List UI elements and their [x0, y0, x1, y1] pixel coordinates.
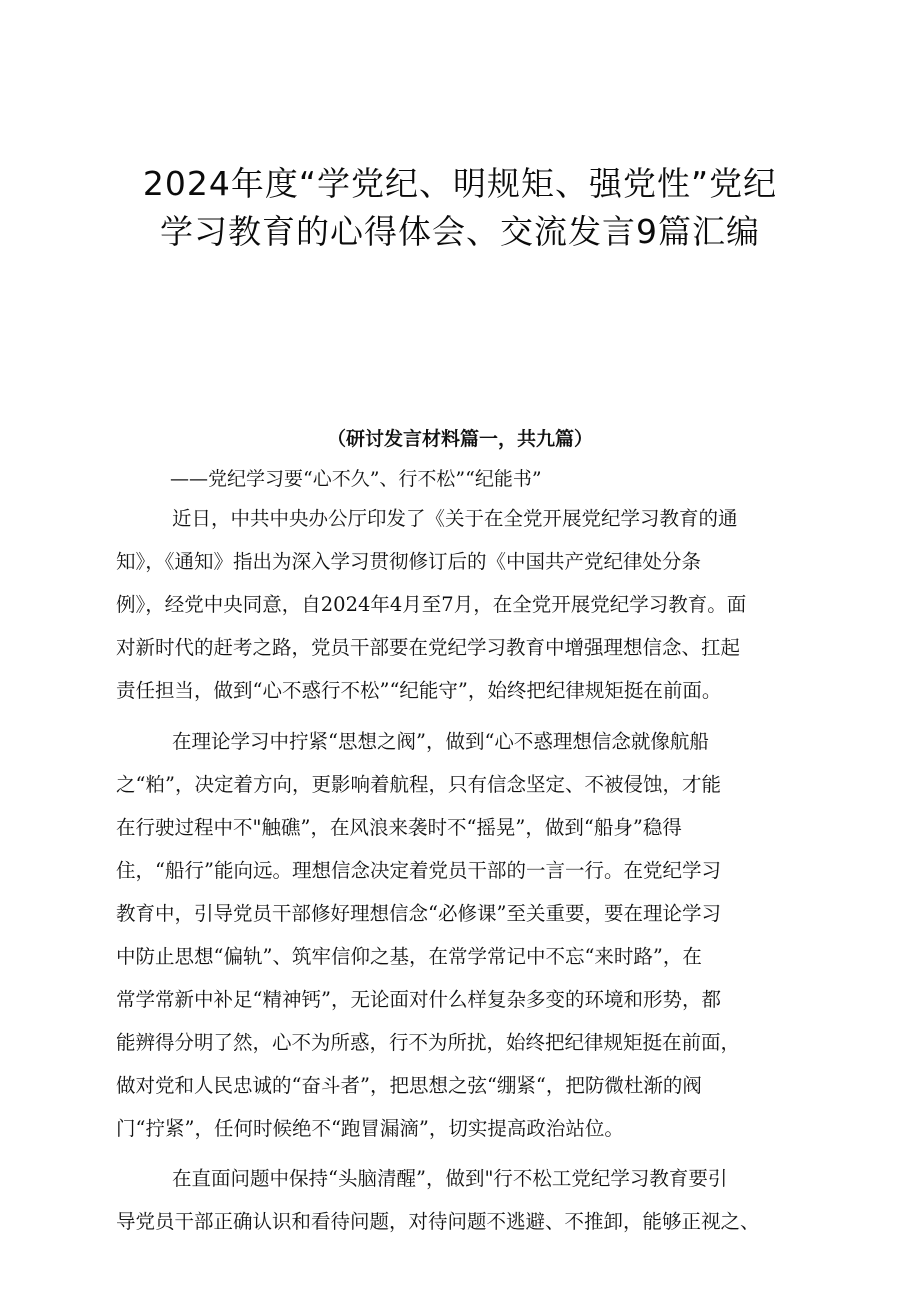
paragraph-2-line-6: 中防止思想“偏轨”、筑牢信仰之基，在常学常记中不忘“来时路”，在	[116, 945, 702, 968]
section-heading: （研讨发言材料篇一，共九篇）	[326, 428, 593, 450]
paragraph-2-line-9: 做对党和人民忠诚的“奋斗者”，把思想之弦“绷紧“，把防微杜渐的阀	[116, 1074, 702, 1097]
paragraph-2-line-5: 教育中，引导党员干部修好理想信念“必修课”至关重要，要在理论学习	[116, 902, 721, 925]
paragraph-3-line-1: 在直面问题中保持“头脑清醒”，做到"行不松工党纪学习教育要引	[172, 1167, 728, 1190]
paragraph-1-line-2: 知》，《通知》指出为深入学习贯彻修订后的《中国共产党纪律处分条	[116, 550, 702, 573]
paragraph-2-line-4: 住，“船行”能向远。理想信念决定着党员干部的一言一行。在党纪学习	[116, 859, 721, 882]
paragraph-2-line-1: 在理论学习中拧紧“思想之阀”，做到“心不惑理想信念就像航船	[172, 730, 709, 753]
paragraph-2-line-3: 在行驶过程中不"触礁”，在风浪来袭时不“摇晃”，做到“船身”稳得	[116, 816, 682, 839]
paragraph-1-line-3: 例》，经党中央同意，自2024年4月至7月，在全党开展党纪学习教育。面	[116, 593, 747, 616]
paragraph-3-line-2: 导党员干部正确认识和看待问题，对待问题不逃避、不推卸，能够正视之、	[116, 1210, 760, 1233]
paragraph-1-line-5: 责任担当，做到“心不惑行不松”“纪能守”，始终把纪律规矩挺在前面。	[116, 679, 722, 702]
paragraph-2-line-10: 门“拧紧”，任何时候绝不“跑冒漏滴”，切实提高政治站位。	[116, 1117, 624, 1140]
document-title-line-1: 2024年度“学党纪、明规矩、强党性”党纪	[142, 164, 778, 203]
section-subtitle: ——党纪学习要“心不久”、行不松”“纪能书”	[170, 468, 542, 490]
paragraph-2-line-8: 能辨得分明了然，心不为所惑，行不为所扰，始终把纪律规矩挺在前面，	[116, 1031, 741, 1054]
paragraph-1-line-4: 对新时代的赶考之路，党员干部要在党纪学习教育中增强理想信念、扛起	[116, 636, 741, 659]
paragraph-1-line-1: 近日，中共中央办公厅印发了《关于在全党开展党纪学习教育的通	[172, 507, 738, 530]
paragraph-2-line-7: 常学常新中补足“精神钙”，无论面对什么样复杂多变的环境和形势，都	[116, 988, 721, 1011]
paragraph-2-line-2: 之“粕”，决定着方向，更影响着航程，只有信念坚定、不被侵蚀，才能	[116, 773, 721, 796]
document-title-line-2: 学习教育的心得体会、交流发言9篇汇编	[160, 212, 760, 251]
